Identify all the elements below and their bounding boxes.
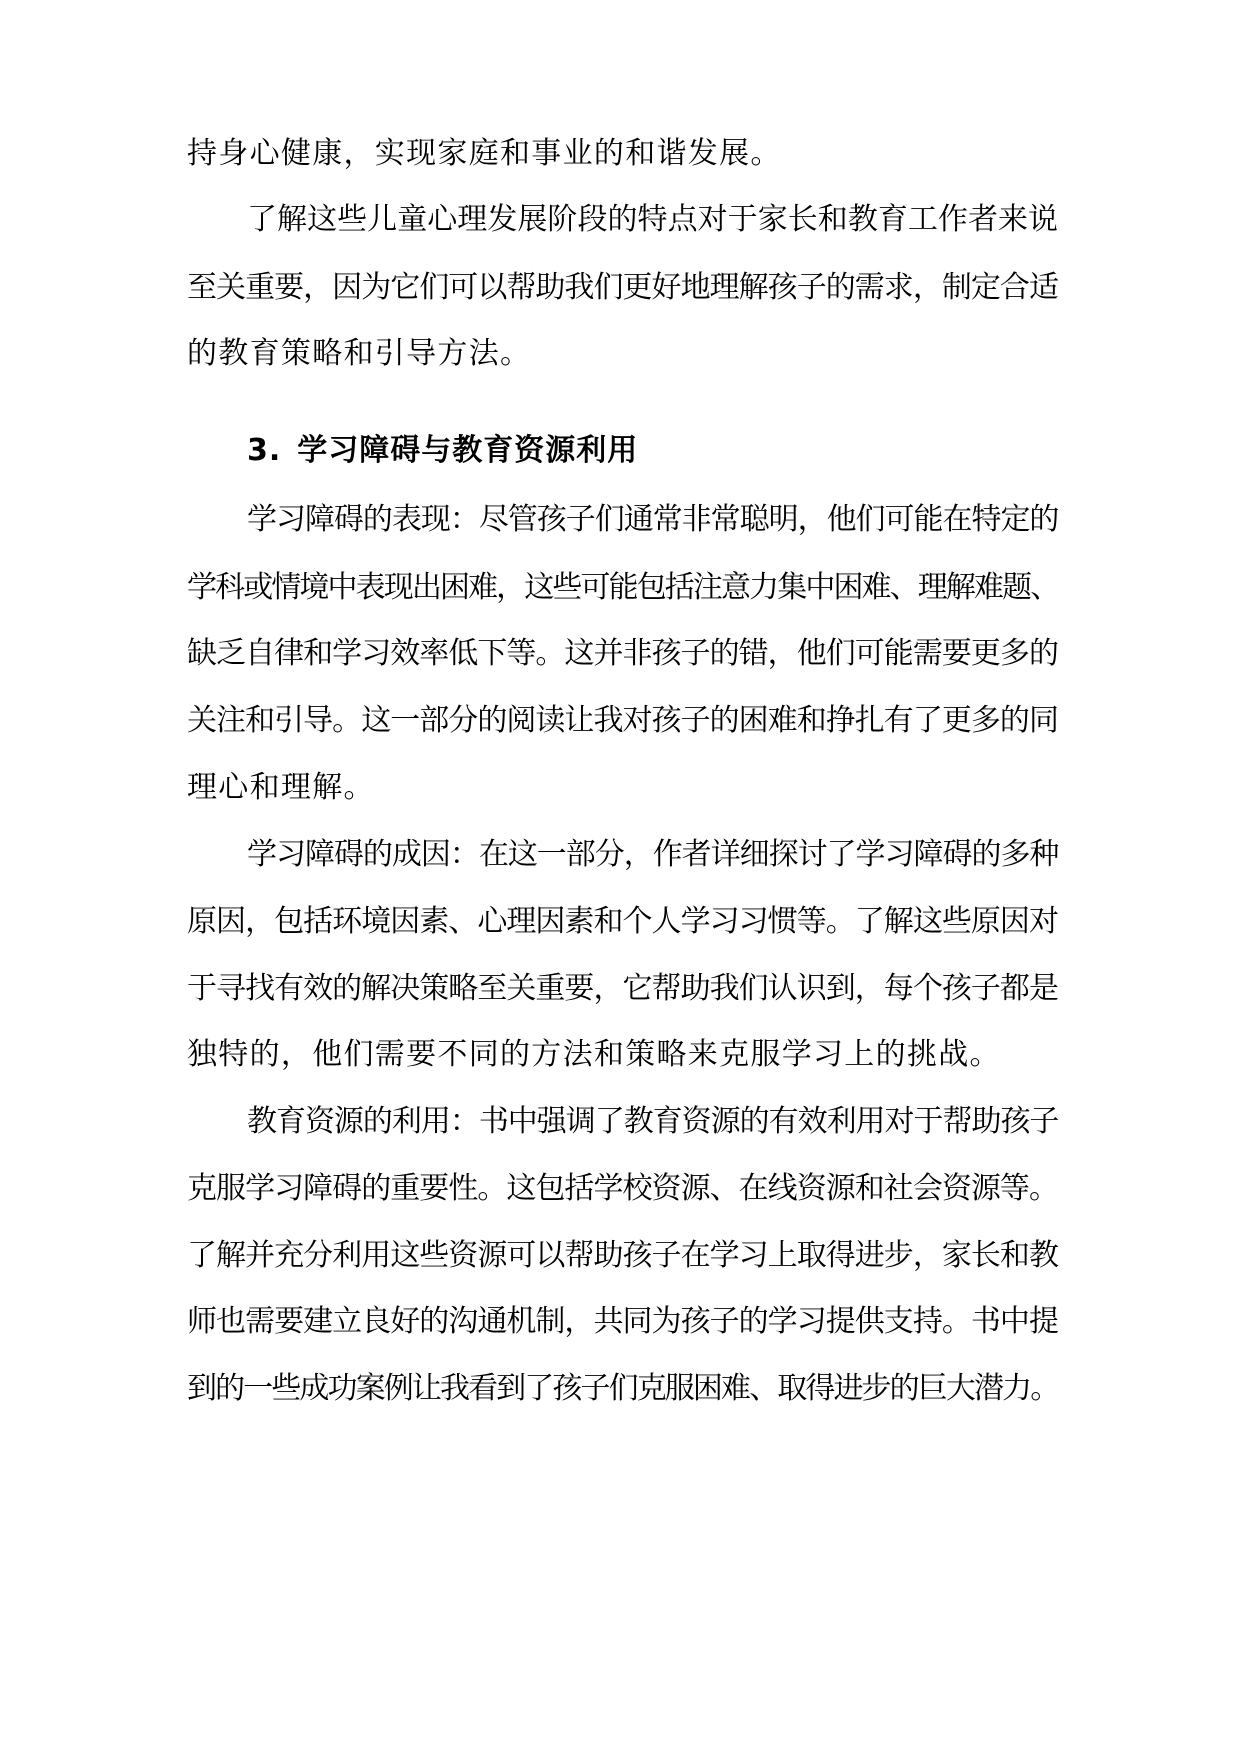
- text-line: 关注和引导。这一部分的阅读让我对孩子的困难和挣扎有了更多的同: [187, 703, 1058, 738]
- text-line: 持身心健康，实现家庭和事业的和谐发展。: [187, 136, 782, 171]
- section-heading: [247, 431, 638, 471]
- section-title: 学习障碍与教育资源利用: [297, 433, 639, 468]
- text-line: 到的一些成功案例让我看到了孩子们克服困难、取得进步的巨大潜力。: [187, 1371, 1059, 1406]
- text-line: 的教育策略和引导方法。: [187, 336, 532, 371]
- text-line: 克服学习障碍的重要性。这包括学校资源、在线资源和社会资源等。: [187, 1171, 1058, 1206]
- text-line: 于寻找有效的解决策略至关重要，它帮助我们认识到，每个孩子都是: [187, 971, 1058, 1006]
- text-line: 学习障碍的表现：尽管孩子们通常非常聪明，他们可能在特定的: [247, 502, 1059, 537]
- text-line: 独特的，他们需要不同的方法和策略来克服学习上的挑战。: [187, 1037, 1001, 1072]
- text-line: 了解这些儿童心理发展阶段的特点对于家长和教育工作者来说: [247, 202, 1059, 237]
- text-line: 教育资源的利用：书中强调了教育资源的有效利用对于帮助孩子: [247, 1104, 1059, 1139]
- text-line: 学科或情境中表现出困难，这些可能包括注意力集中困难、理解难题、: [187, 570, 1059, 605]
- text-line: 理心和理解。: [187, 770, 375, 805]
- section-number: 3.: [247, 433, 282, 468]
- text-line: 至关重要，因为它们可以帮助我们更好地理解孩子的需求，制定合适: [187, 270, 1058, 305]
- text-line: 原因，包括环境因素、心理因素和个人学习习惯等。了解这些原因对: [187, 904, 1058, 939]
- text-line: 学习障碍的成因：在这一部分，作者详细探讨了学习障碍的多种: [247, 837, 1059, 872]
- text-line: 师也需要建立良好的沟通机制，共同为孩子的学习提供支持。书中提: [187, 1304, 1058, 1339]
- text-line: 了解并充分利用这些资源可以帮助孩子在学习上取得进步，家长和教: [187, 1238, 1058, 1273]
- text-line: 缺乏自律和学习效率低下等。这并非孩子的错，他们可能需要更多的: [187, 636, 1058, 671]
